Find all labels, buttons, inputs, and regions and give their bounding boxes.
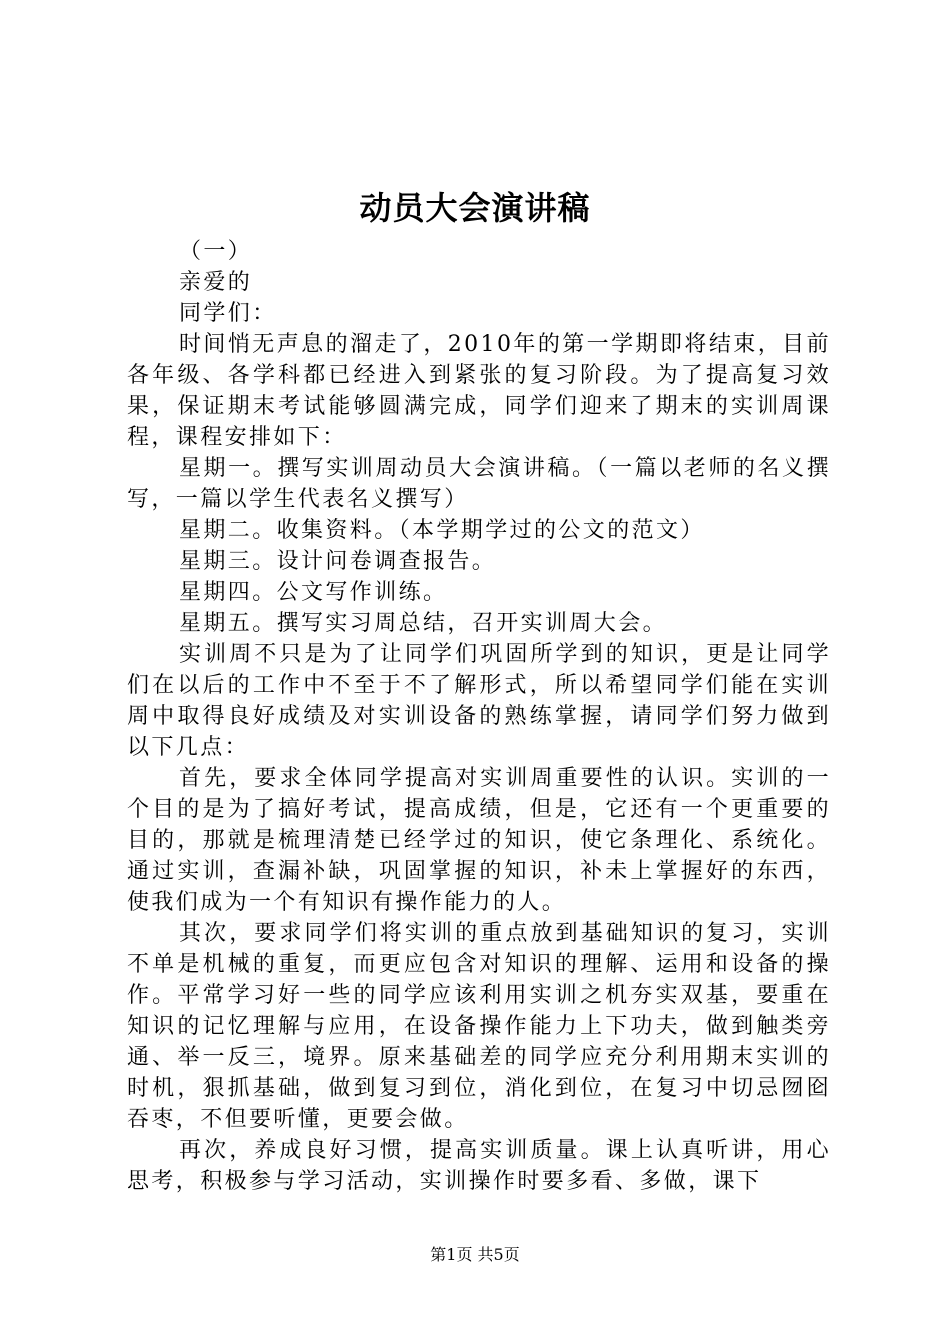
page-footer: 第1页 共5页 bbox=[430, 1245, 520, 1264]
paragraph-thursday: 星期四。公文写作训练。 bbox=[179, 580, 448, 605]
paragraph-tuesday: 星期二。收集资料。（本学期学过的公文的范文） bbox=[179, 518, 705, 543]
paragraph-friday: 星期五。撰写实习周总结，召开实训周大会。 bbox=[179, 611, 668, 636]
paragraph-second-point: 其次，要求同学们将实训的重点放到基础知识的复习，实训不单是机械的重复，而更应包含对知识的理解、运用和设备的操作。平常学习好一些的同学应该利用实训之机夯实双基，要重在知识的记忆理解与应用，在设备操作能力上下功夫，做到触类旁通、举一反三，境界。原来基础差的同学应充分利用期末实训的时机，狠抓基础，做到复习到位，消化到位，在复习中切忌囫囵吞枣，不但要听懂，更要会做。 bbox=[127, 921, 831, 1132]
paragraph-monday: 星期一。撰写实训周动员大会演讲稿。（一篇以老师的名义撰写，一篇以学生代表名义撰写） bbox=[127, 456, 831, 512]
document-body bbox=[127, 236, 831, 1197]
paragraph-salutation-2: 同学们： bbox=[179, 301, 277, 326]
paragraph-purpose: 实训周不只是为了让同学们巩固所学到的知识，更是让同学们在以后的工作中不至于不了解形式，所以希望同学们能在实训周中取得良好成绩及对实训设备的熟练掌握，请同学们努力做到以下几点： bbox=[127, 642, 831, 760]
paragraph-wednesday: 星期三。设计问卷调查报告。 bbox=[179, 549, 497, 574]
paragraph-first-point: 首先，要求全体同学提高对实训周重要性的认识。实训的一个目的是为了搞好考试，提高成绩，但是，它还有一个更重要的目的，那就是梳理清楚已经学过的知识，使它条理化、系统化。通过实训，查漏补缺，巩固掌握的知识，补未上掌握好的东西，使我们成为一个有知识有操作能力的人。 bbox=[127, 766, 831, 915]
paragraph-salutation-1: 亲爱的 bbox=[179, 270, 253, 295]
paragraph-third-point: 再次，养成良好习惯，提高实训质量。课上认真听讲，用心思考，积极参与学习活动，实训操作时要多看、多做，课下 bbox=[127, 1138, 831, 1194]
paragraph-intro: 时间悄无声息的溜走了，2010年的第一学期即将结束，目前各年级、各学科都已经进入到紧张的复习阶段。为了提高复习效果，保证期末考试能够圆满完成，同学们迎来了期末的实训周课程，课程安排如下： bbox=[127, 332, 831, 450]
page-title: 动员大会演讲稿 bbox=[359, 189, 591, 227]
paragraph-section-number: （一） bbox=[179, 239, 253, 264]
